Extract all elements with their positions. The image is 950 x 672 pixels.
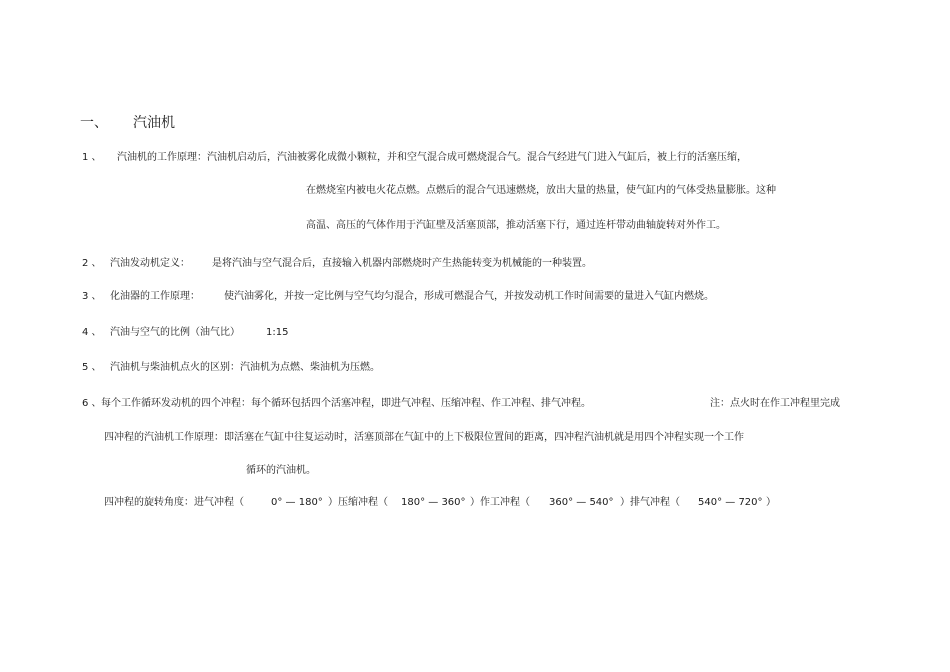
item-1-number [82, 151, 102, 165]
four-stroke-principle-line-2-text: 循环的汽油机。 [246, 465, 316, 476]
item-1-line-3 [306, 219, 726, 233]
exhaust-label-wrap [620, 496, 680, 510]
item-5-number-text: 5 、 [82, 362, 102, 373]
item-6-text-body: 每个工作循环发动机的四个冲程：每个循环包括四个活塞冲程，即进气冲程、压缩冲程、作工冲程、排气冲程。 [101, 398, 591, 409]
item-2-label [110, 257, 190, 271]
item-6-note [710, 397, 840, 411]
item-4-label [110, 326, 240, 340]
item-4-label-text: 汽油与空气的比例（油气比） [110, 327, 240, 338]
intake-label: 进气冲程（ [194, 497, 244, 508]
four-stroke-principle-line-1 [104, 431, 744, 445]
item-3-label [110, 290, 200, 304]
item-6-number [82, 397, 102, 411]
item-1-line-1 [117, 151, 747, 165]
section-number: 一、 [80, 115, 108, 131]
item-4-number [82, 326, 102, 340]
close-paren: ） [766, 497, 776, 508]
power-label: ）作工冲程（ [470, 497, 530, 508]
exhaust-range: 540° — 720° [698, 497, 763, 508]
compress-range-wrap [401, 496, 466, 510]
item-3-text-body: 使汽油雾化，并按一定比例与空气均匀混合，形成可燃混合气，并按发动机工作时间需要的量进入气缸内燃烧。 [224, 291, 714, 302]
intake-range: 0° — 180° [271, 497, 323, 508]
exhaust-range-wrap [698, 496, 763, 510]
item-3-number [82, 290, 102, 304]
item-1-line-2 [306, 184, 776, 198]
compress-label: ）压缩冲程（ [328, 497, 388, 508]
item-6-note-text: 注：点火时在作工冲程里完成 [710, 398, 840, 409]
item-6-text [101, 397, 591, 411]
item-3-number-text: 3 、 [82, 291, 102, 302]
item-2-label-text: 汽油发动机定义： [110, 258, 190, 269]
power-range-wrap [549, 496, 614, 510]
item-1-line-2-text: 在燃烧室内被电火花点燃。点燃后的混合气迅速燃烧，放出大量的热量，使气缸内的气体受热量膨胀。这种 [306, 185, 776, 196]
compress-label-wrap [328, 496, 388, 510]
intake-range-wrap [271, 496, 323, 510]
item-3-label-text: 化油器的工作原理： [110, 291, 200, 302]
item-2-number-text: 2 、 [82, 258, 102, 269]
item-1-line-1-text: 汽油机的工作原理：汽油机启动后，汽油被雾化成微小颗粒，并和空气混合成可燃烧混合气。混合气经进气门进入气缸后，被上行的活塞压缩， [117, 152, 747, 163]
item-4-value [266, 326, 288, 340]
item-1-line-3-text: 高温、高压的气体作用于汽缸壁及活塞顶部，推动活塞下行，通过连杆带动曲轴旋转对外作工。 [306, 220, 726, 231]
angles-label: 四冲程的旋转角度： [104, 497, 194, 508]
item-6-number-text: 6 、 [82, 398, 102, 409]
item-2-number [82, 257, 102, 271]
four-stroke-angles [104, 496, 244, 510]
four-stroke-principle-line-1-text: 四冲程的汽油机工作原理：即活塞在气缸中往复运动时，活塞顶部在气缸中的上下极限位置间的距离，四冲程汽油机就是用四个冲程实现一个工作 [104, 432, 744, 443]
item-4-value-text: 1:15 [266, 327, 289, 338]
power-label-wrap [470, 496, 530, 510]
close-paren-wrap [766, 496, 776, 510]
item-1-number-text: 1 、 [82, 152, 102, 163]
compress-range: 180° — 360° [401, 497, 466, 508]
exhaust-label: ）排气冲程（ [620, 497, 680, 508]
item-3-text [224, 290, 714, 304]
item-2-text [212, 257, 592, 271]
four-stroke-principle-line-2 [246, 464, 316, 478]
item-5-text [110, 361, 380, 375]
section-title: 汽油机 [133, 115, 175, 131]
section-heading [80, 114, 108, 132]
item-5-text-body: 汽油机与柴油机点火的区别：汽油机为点燃、柴油机为压燃。 [110, 362, 380, 373]
item-5-number [82, 361, 102, 375]
section-title-wrap [133, 114, 175, 132]
power-range: 360° — 540° [549, 497, 614, 508]
item-4-number-text: 4 、 [82, 327, 102, 338]
item-2-text-body: 是将汽油与空气混合后，直接输入机器内部燃烧时产生热能转变为机械能的一种装置。 [212, 258, 592, 269]
